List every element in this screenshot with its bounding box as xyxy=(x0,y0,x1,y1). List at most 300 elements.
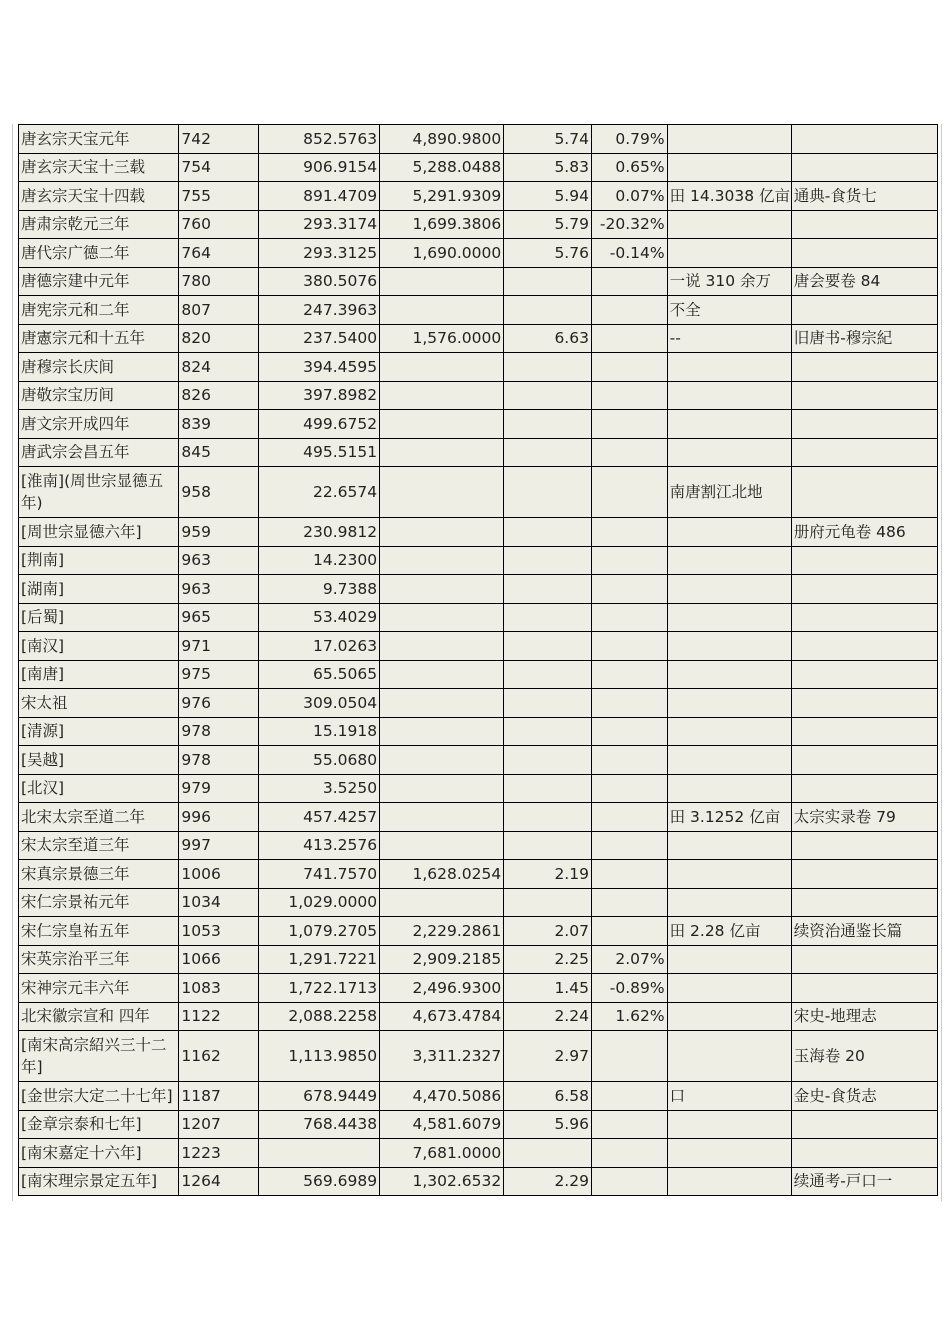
reign-cell: 宋仁宗皇祐五年 xyxy=(19,917,179,946)
page-right-border xyxy=(941,124,942,1201)
note-cell xyxy=(667,1031,791,1082)
year-cell: 996 xyxy=(179,803,259,832)
growth-rate-cell xyxy=(591,1139,667,1168)
year-cell: 820 xyxy=(179,324,259,353)
note-cell xyxy=(667,603,791,632)
note-cell xyxy=(667,860,791,889)
population-cell xyxy=(380,632,504,661)
population-cell: 5,291.9309 xyxy=(380,182,504,211)
note-cell xyxy=(667,210,791,239)
growth-rate-cell: 0.79% xyxy=(591,125,667,154)
year-cell: 1207 xyxy=(179,1110,259,1139)
households-cell: 380.5076 xyxy=(259,267,380,296)
growth-rate-cell xyxy=(591,1031,667,1082)
reign-cell: 唐肃宗乾元三年 xyxy=(19,210,179,239)
population-cell: 5,288.0488 xyxy=(380,153,504,182)
population-cell: 4,673.4784 xyxy=(380,1002,504,1031)
year-cell: 755 xyxy=(179,182,259,211)
table-row xyxy=(19,210,938,239)
year-cell: 824 xyxy=(179,353,259,382)
households-cell: 891.4709 xyxy=(259,182,380,211)
reign-cell: 唐敬宗宝历间 xyxy=(19,381,179,410)
population-cell: 1,302.6532 xyxy=(380,1167,504,1196)
note-cell xyxy=(667,353,791,382)
table-row xyxy=(19,632,938,661)
source-cell: 册府元龟卷 486 xyxy=(791,518,937,547)
persons-per-household-cell xyxy=(504,267,592,296)
growth-rate-cell: -20.32% xyxy=(591,210,667,239)
year-cell: 963 xyxy=(179,546,259,575)
population-cell xyxy=(380,296,504,325)
table-row xyxy=(19,153,938,182)
households-cell: 15.1918 xyxy=(259,717,380,746)
households-cell: 397.8982 xyxy=(259,381,380,410)
source-cell xyxy=(791,381,937,410)
population-cell xyxy=(380,438,504,467)
growth-rate-cell xyxy=(591,831,667,860)
persons-per-household-cell xyxy=(504,518,592,547)
source-cell xyxy=(791,210,937,239)
source-cell xyxy=(791,974,937,1003)
households-cell: 247.3963 xyxy=(259,296,380,325)
population-cell: 3,311.2327 xyxy=(380,1031,504,1082)
reign-cell: [清源] xyxy=(19,717,179,746)
source-cell xyxy=(791,774,937,803)
growth-rate-cell xyxy=(591,632,667,661)
growth-rate-cell xyxy=(591,1110,667,1139)
note-cell xyxy=(667,717,791,746)
table-row xyxy=(19,438,938,467)
year-cell: 1053 xyxy=(179,917,259,946)
growth-rate-cell xyxy=(591,467,667,518)
table-row xyxy=(19,603,938,632)
note-cell xyxy=(667,974,791,1003)
growth-rate-cell xyxy=(591,774,667,803)
growth-rate-cell: 2.07% xyxy=(591,945,667,974)
households-cell: 14.2300 xyxy=(259,546,380,575)
table-row xyxy=(19,182,938,211)
reign-cell: [后蜀] xyxy=(19,603,179,632)
reign-cell: [南宋嘉定十六年] xyxy=(19,1139,179,1168)
persons-per-household-cell xyxy=(504,381,592,410)
year-cell: 807 xyxy=(179,296,259,325)
year-cell: 1066 xyxy=(179,945,259,974)
note-cell xyxy=(667,831,791,860)
persons-per-household-cell xyxy=(504,803,592,832)
reign-cell: 唐文宗开成四年 xyxy=(19,410,179,439)
households-cell: 1,291.7221 xyxy=(259,945,380,974)
households-cell: 906.9154 xyxy=(259,153,380,182)
source-cell xyxy=(791,546,937,575)
source-cell: 通典-食货七 xyxy=(791,182,937,211)
note-cell xyxy=(667,689,791,718)
table-row xyxy=(19,381,938,410)
source-cell xyxy=(791,860,937,889)
reign-cell: 唐玄宗天宝十四载 xyxy=(19,182,179,211)
reign-cell: [荆南] xyxy=(19,546,179,575)
reign-cell: 宋真宗景德三年 xyxy=(19,860,179,889)
table-body xyxy=(19,125,938,1196)
table-row xyxy=(19,546,938,575)
population-cell xyxy=(380,575,504,604)
note-cell xyxy=(667,774,791,803)
note-cell: 田 14.3038 亿亩 xyxy=(667,182,791,211)
persons-per-household-cell xyxy=(504,438,592,467)
persons-per-household-cell: 2.07 xyxy=(504,917,592,946)
year-cell: 839 xyxy=(179,410,259,439)
table-row xyxy=(19,1110,938,1139)
population-table xyxy=(18,124,938,1196)
households-cell: 413.2576 xyxy=(259,831,380,860)
population-cell: 2,496.9300 xyxy=(380,974,504,1003)
growth-rate-cell xyxy=(591,575,667,604)
year-cell: 742 xyxy=(179,125,259,154)
population-cell: 1,628.0254 xyxy=(380,860,504,889)
persons-per-household-cell xyxy=(504,717,592,746)
source-cell xyxy=(791,746,937,775)
table-row xyxy=(19,803,938,832)
population-cell: 4,890.9800 xyxy=(380,125,504,154)
persons-per-household-cell: 6.58 xyxy=(504,1082,592,1111)
households-cell: 237.5400 xyxy=(259,324,380,353)
population-cell: 4,470.5086 xyxy=(380,1082,504,1111)
growth-rate-cell xyxy=(591,324,667,353)
households-cell: 9.7388 xyxy=(259,575,380,604)
table-row xyxy=(19,945,938,974)
reign-cell: 唐穆宗长庆间 xyxy=(19,353,179,382)
note-cell: 南唐割江北地 xyxy=(667,467,791,518)
population-cell xyxy=(380,746,504,775)
table-row xyxy=(19,296,938,325)
year-cell: 826 xyxy=(179,381,259,410)
reign-cell: 宋太宗至道三年 xyxy=(19,831,179,860)
reign-cell: [北汉] xyxy=(19,774,179,803)
reign-cell: 唐憲宗元和十五年 xyxy=(19,324,179,353)
year-cell: 1187 xyxy=(179,1082,259,1111)
households-cell: 457.4257 xyxy=(259,803,380,832)
year-cell: 1083 xyxy=(179,974,259,1003)
source-cell xyxy=(791,831,937,860)
growth-rate-cell: -0.14% xyxy=(591,239,667,268)
table-row xyxy=(19,410,938,439)
note-cell xyxy=(667,381,791,410)
table-row xyxy=(19,125,938,154)
households-cell: 2,088.2258 xyxy=(259,1002,380,1031)
reign-cell: [金世宗大定二十七年] xyxy=(19,1082,179,1111)
population-cell xyxy=(380,267,504,296)
households-cell: 1,113.9850 xyxy=(259,1031,380,1082)
reign-cell: [周世宗显德六年] xyxy=(19,518,179,547)
households-cell: 293.3125 xyxy=(259,239,380,268)
households-cell: 309.0504 xyxy=(259,689,380,718)
note-cell xyxy=(667,1139,791,1168)
persons-per-household-cell xyxy=(504,632,592,661)
year-cell: 997 xyxy=(179,831,259,860)
reign-cell: [湖南] xyxy=(19,575,179,604)
population-cell xyxy=(380,803,504,832)
table-row xyxy=(19,467,938,518)
population-cell xyxy=(380,717,504,746)
persons-per-household-cell: 5.83 xyxy=(504,153,592,182)
reign-cell: [南唐] xyxy=(19,660,179,689)
year-cell: 978 xyxy=(179,746,259,775)
note-cell xyxy=(667,660,791,689)
population-cell: 1,576.0000 xyxy=(380,324,504,353)
growth-rate-cell xyxy=(591,860,667,889)
households-cell: 495.5151 xyxy=(259,438,380,467)
note-cell xyxy=(667,1002,791,1031)
year-cell: 958 xyxy=(179,467,259,518)
persons-per-household-cell xyxy=(504,888,592,917)
table-row xyxy=(19,974,938,1003)
population-cell xyxy=(380,689,504,718)
table-row xyxy=(19,1031,938,1082)
note-cell xyxy=(667,888,791,917)
households-cell: 852.5763 xyxy=(259,125,380,154)
source-cell xyxy=(791,438,937,467)
population-cell xyxy=(380,546,504,575)
population-cell xyxy=(380,381,504,410)
year-cell: 764 xyxy=(179,239,259,268)
table-row xyxy=(19,689,938,718)
reign-cell: 唐玄宗天宝元年 xyxy=(19,125,179,154)
note-cell: 田 3.1252 亿亩 xyxy=(667,803,791,832)
growth-rate-cell xyxy=(591,1082,667,1111)
note-cell xyxy=(667,1110,791,1139)
page-left-border xyxy=(12,124,13,1201)
year-cell: 1122 xyxy=(179,1002,259,1031)
population-cell: 4,581.6079 xyxy=(380,1110,504,1139)
reign-cell: 唐宪宗元和二年 xyxy=(19,296,179,325)
note-cell: 不全 xyxy=(667,296,791,325)
population-cell xyxy=(380,353,504,382)
persons-per-household-cell xyxy=(504,689,592,718)
reign-cell: 北宋太宗至道二年 xyxy=(19,803,179,832)
population-cell: 1,699.3806 xyxy=(380,210,504,239)
source-cell: 旧唐书-穆宗紀 xyxy=(791,324,937,353)
source-cell xyxy=(791,153,937,182)
growth-rate-cell xyxy=(591,888,667,917)
table-row xyxy=(19,1167,938,1196)
source-cell xyxy=(791,296,937,325)
persons-per-household-cell: 1.45 xyxy=(504,974,592,1003)
note-cell xyxy=(667,632,791,661)
year-cell: 1006 xyxy=(179,860,259,889)
table-row xyxy=(19,774,938,803)
persons-per-household-cell xyxy=(504,746,592,775)
note-cell xyxy=(667,410,791,439)
reign-cell: [南宋高宗紹兴三十二年] xyxy=(19,1031,179,1082)
year-cell: 959 xyxy=(179,518,259,547)
growth-rate-cell xyxy=(591,1167,667,1196)
population-cell: 7,681.0000 xyxy=(380,1139,504,1168)
households-cell: 65.5065 xyxy=(259,660,380,689)
reign-cell: 宋太祖 xyxy=(19,689,179,718)
document-page xyxy=(12,124,942,1196)
year-cell: 963 xyxy=(179,575,259,604)
reign-cell: 宋仁宗景祐元年 xyxy=(19,888,179,917)
note-cell xyxy=(667,438,791,467)
reign-cell: [金章宗泰和七年] xyxy=(19,1110,179,1139)
table-row xyxy=(19,746,938,775)
table-row xyxy=(19,518,938,547)
reign-cell: [淮南](周世宗显德五年) xyxy=(19,467,179,518)
growth-rate-cell xyxy=(591,917,667,946)
table-row xyxy=(19,717,938,746)
year-cell: 978 xyxy=(179,717,259,746)
reign-cell: 宋神宗元丰六年 xyxy=(19,974,179,1003)
growth-rate-cell xyxy=(591,717,667,746)
year-cell: 780 xyxy=(179,267,259,296)
households-cell: 741.7570 xyxy=(259,860,380,889)
growth-rate-cell xyxy=(591,689,667,718)
note-cell: -- xyxy=(667,324,791,353)
note-cell: 田 2.28 亿亩 xyxy=(667,917,791,946)
persons-per-household-cell xyxy=(504,831,592,860)
households-cell: 293.3174 xyxy=(259,210,380,239)
persons-per-household-cell xyxy=(504,467,592,518)
persons-per-household-cell xyxy=(504,603,592,632)
households-cell: 768.4438 xyxy=(259,1110,380,1139)
reign-cell: 唐玄宗天宝十三载 xyxy=(19,153,179,182)
note-cell xyxy=(667,153,791,182)
households-cell: 17.0263 xyxy=(259,632,380,661)
note-cell xyxy=(667,575,791,604)
year-cell: 1162 xyxy=(179,1031,259,1082)
population-cell xyxy=(380,467,504,518)
table-row xyxy=(19,860,938,889)
reign-cell: 宋英宗治平三年 xyxy=(19,945,179,974)
growth-rate-cell xyxy=(591,660,667,689)
population-cell xyxy=(380,660,504,689)
table-row xyxy=(19,353,938,382)
year-cell: 1034 xyxy=(179,888,259,917)
growth-rate-cell xyxy=(591,410,667,439)
growth-rate-cell xyxy=(591,353,667,382)
persons-per-household-cell xyxy=(504,353,592,382)
growth-rate-cell xyxy=(591,746,667,775)
table-row xyxy=(19,239,938,268)
source-cell xyxy=(791,467,937,518)
table-row xyxy=(19,831,938,860)
households-cell: 499.6752 xyxy=(259,410,380,439)
persons-per-household-cell xyxy=(504,660,592,689)
households-cell: 569.6989 xyxy=(259,1167,380,1196)
population-cell xyxy=(380,603,504,632)
population-cell xyxy=(380,888,504,917)
year-cell: 845 xyxy=(179,438,259,467)
growth-rate-cell xyxy=(591,518,667,547)
note-cell: 口 xyxy=(667,1082,791,1111)
year-cell: 754 xyxy=(179,153,259,182)
persons-per-household-cell: 5.79 xyxy=(504,210,592,239)
persons-per-household-cell xyxy=(504,1139,592,1168)
source-cell: 续资治通鉴长篇 xyxy=(791,917,937,946)
source-cell: 金史-食货志 xyxy=(791,1082,937,1111)
source-cell xyxy=(791,575,937,604)
persons-per-household-cell: 2.25 xyxy=(504,945,592,974)
table-row xyxy=(19,888,938,917)
growth-rate-cell xyxy=(591,603,667,632)
reign-cell: 唐德宗建中元年 xyxy=(19,267,179,296)
reign-cell: 唐代宗广德二年 xyxy=(19,239,179,268)
note-cell xyxy=(667,125,791,154)
reign-cell: 北宋徽宗宣和 四年 xyxy=(19,1002,179,1031)
source-cell xyxy=(791,353,937,382)
population-cell xyxy=(380,410,504,439)
persons-per-household-cell: 2.19 xyxy=(504,860,592,889)
growth-rate-cell xyxy=(591,381,667,410)
persons-per-household-cell: 2.97 xyxy=(504,1031,592,1082)
persons-per-household-cell xyxy=(504,546,592,575)
source-cell xyxy=(791,888,937,917)
households-cell: 55.0680 xyxy=(259,746,380,775)
growth-rate-cell xyxy=(591,296,667,325)
households-cell xyxy=(259,1139,380,1168)
year-cell: 975 xyxy=(179,660,259,689)
persons-per-household-cell xyxy=(504,774,592,803)
persons-per-household-cell xyxy=(504,410,592,439)
source-cell xyxy=(791,689,937,718)
households-cell: 53.4029 xyxy=(259,603,380,632)
population-cell: 2,909.2185 xyxy=(380,945,504,974)
table-row xyxy=(19,324,938,353)
reign-cell: [南宋理宗景定五年] xyxy=(19,1167,179,1196)
source-cell xyxy=(791,660,937,689)
growth-rate-cell xyxy=(591,438,667,467)
year-cell: 965 xyxy=(179,603,259,632)
reign-cell: 唐武宗会昌五年 xyxy=(19,438,179,467)
note-cell xyxy=(667,746,791,775)
source-cell xyxy=(791,1110,937,1139)
note-cell: 一说 310 余万 xyxy=(667,267,791,296)
growth-rate-cell xyxy=(591,546,667,575)
source-cell xyxy=(791,603,937,632)
source-cell xyxy=(791,410,937,439)
population-cell: 1,690.0000 xyxy=(380,239,504,268)
growth-rate-cell: 0.65% xyxy=(591,153,667,182)
table-row xyxy=(19,1002,938,1031)
growth-rate-cell: 1.62% xyxy=(591,1002,667,1031)
note-cell xyxy=(667,945,791,974)
year-cell: 979 xyxy=(179,774,259,803)
reign-cell: [南汉] xyxy=(19,632,179,661)
source-cell xyxy=(791,717,937,746)
year-cell: 976 xyxy=(179,689,259,718)
note-cell xyxy=(667,239,791,268)
table-row xyxy=(19,917,938,946)
persons-per-household-cell: 5.96 xyxy=(504,1110,592,1139)
persons-per-household-cell: 2.29 xyxy=(504,1167,592,1196)
population-cell xyxy=(380,518,504,547)
source-cell xyxy=(791,239,937,268)
source-cell xyxy=(791,1139,937,1168)
households-cell: 1,029.0000 xyxy=(259,888,380,917)
source-cell xyxy=(791,125,937,154)
table-row xyxy=(19,1139,938,1168)
year-cell: 760 xyxy=(179,210,259,239)
growth-rate-cell xyxy=(591,803,667,832)
households-cell: 230.9812 xyxy=(259,518,380,547)
source-cell: 太宗实录卷 79 xyxy=(791,803,937,832)
population-cell: 2,229.2861 xyxy=(380,917,504,946)
growth-rate-cell xyxy=(591,267,667,296)
households-cell: 3.5250 xyxy=(259,774,380,803)
note-cell xyxy=(667,518,791,547)
population-cell xyxy=(380,774,504,803)
persons-per-household-cell: 5.94 xyxy=(504,182,592,211)
table-row xyxy=(19,575,938,604)
